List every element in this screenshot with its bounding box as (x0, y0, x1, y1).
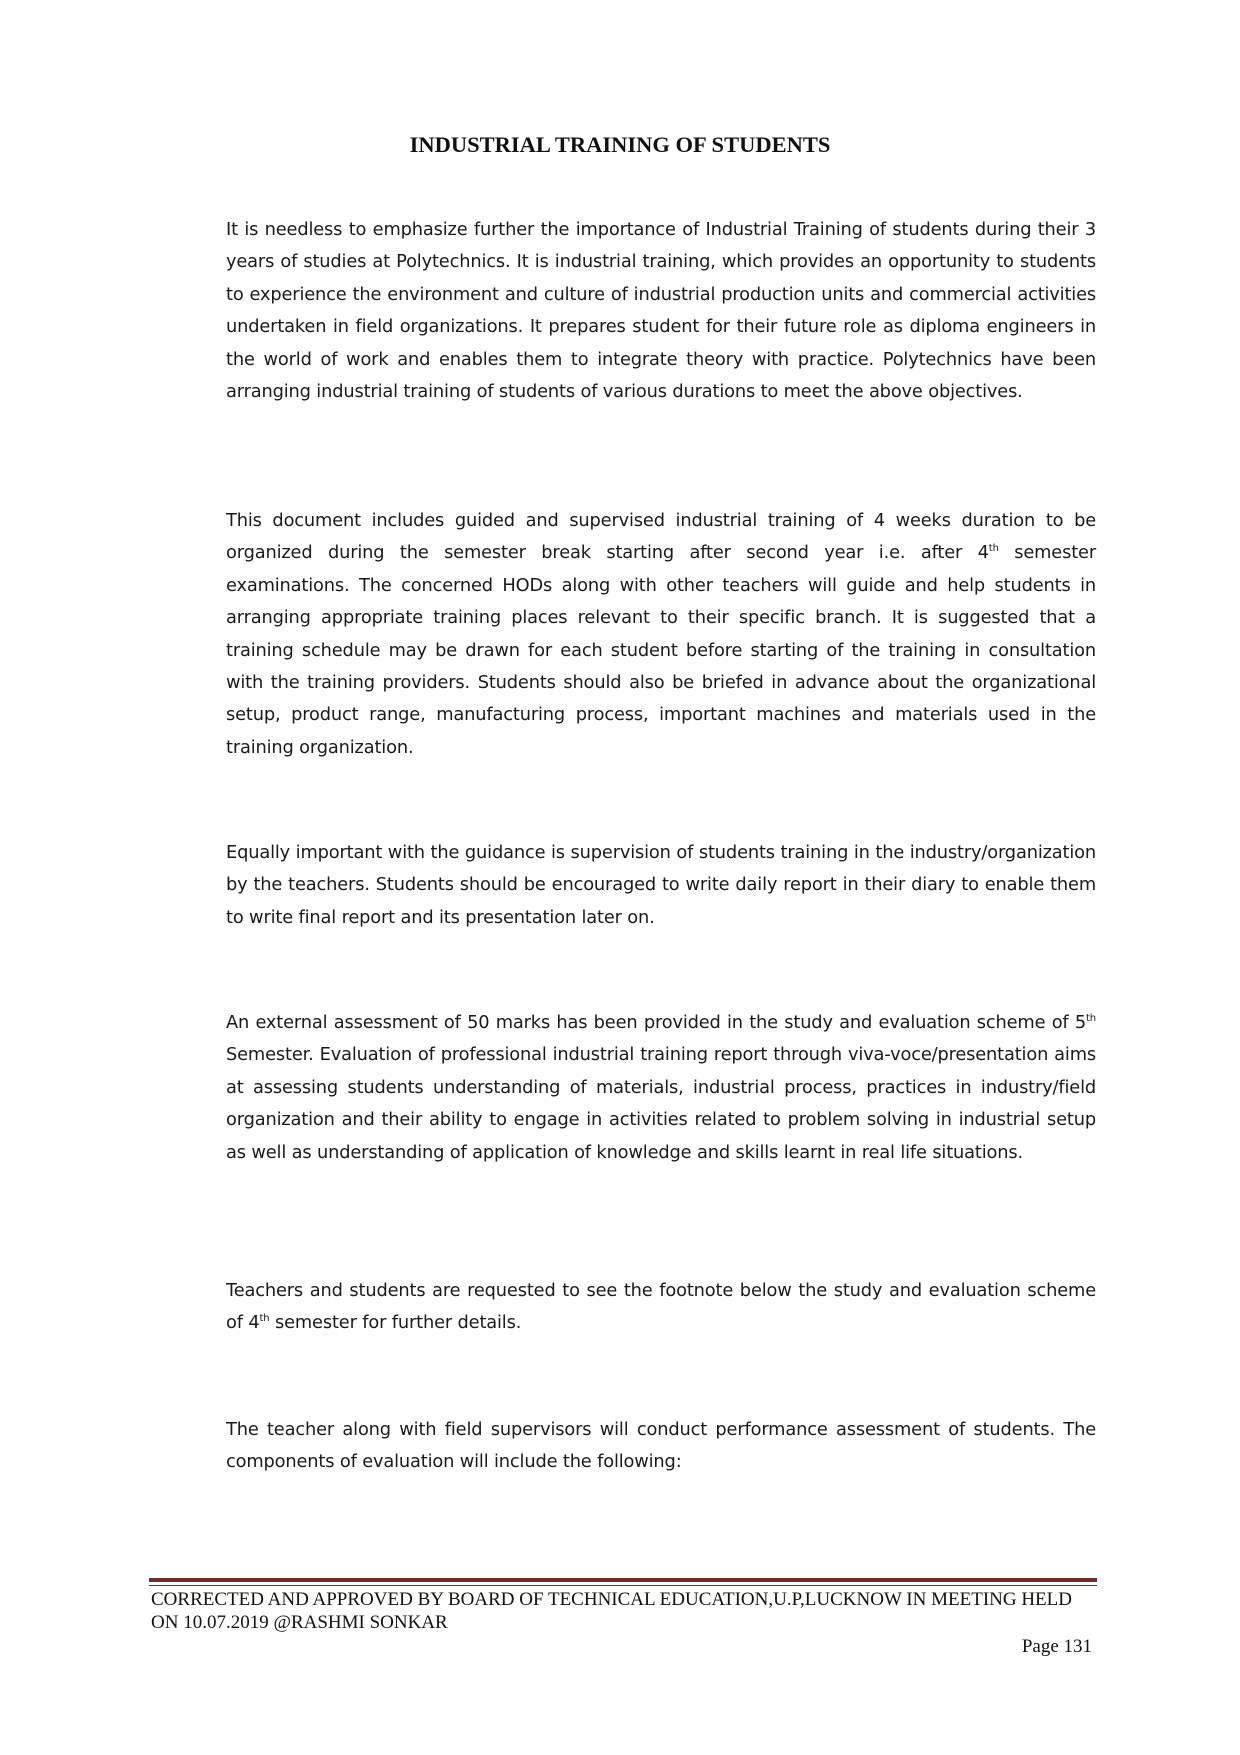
paragraph-supervision: Equally important with the guidance is supervision of students training in the industry/organization by the teachers. Students should be encouraged to write daily report in their diary to enable them to write final report and its presentation later on. (226, 842, 1096, 928)
ordinal-superscript: th (1086, 1013, 1096, 1025)
footer-approval-note: CORRECTED AND APPROVED BY BOARD OF TECHNICAL EDUCATION,U.P,LUCKNOW IN MEETING HELD ON 10.07.2019 @RASHMI SONKAR (151, 1589, 1072, 1633)
paragraph-text: This document includes guided and supervised industrial training of 4 weeks duration to be organized during the semester break starting after second year i.e. after 4 (226, 510, 1096, 564)
paragraph-text: semester examinations. The concerned HODs along with other teachers will guide and help students in arranging appropriate training places relevant to their specific branch. It is suggested that a training schedule may be drawn for each student before starting of the training in consultation with the training providers. Students should also be briefed in advance about the organizational setup, product range, manufacturing process, important machines and materials used in the training organization. (226, 542, 1096, 758)
footer-divider-thin (149, 1585, 1097, 1586)
paragraph-evaluation-components: The teacher along with field supervisors will conduct performance assessment of students. The components of evaluation will include the following: (226, 1419, 1096, 1473)
ordinal-superscript: th (259, 1313, 270, 1325)
paragraph-assessment (226, 1007, 1096, 1169)
page-title: INDUSTRIAL TRAINING OF STUDENTS (409, 132, 831, 157)
paragraph-importance: It is needless to emphasize further the importance of Industrial Training of students during their 3 years of studies at Polytechnics. It is industrial training, which provides an opportunity to students to experience the environment and culture of industrial production units and commercial activities undertaken in field organizations. It prepares student for their future role as diploma engineers in the world of work and enables them to integrate theory with practice. Polytechnics have been arranging industrial training of students of various durations to meet the above objectives. (226, 219, 1096, 403)
paragraph-text: An external assessment of 50 marks has been provided in the study and evaluation scheme of 5 (226, 1012, 1087, 1033)
paragraph-text: semester for further details. (269, 1312, 522, 1334)
footer-divider-thick (149, 1578, 1097, 1582)
paragraph-training-duration (226, 505, 1096, 764)
paragraph-footnote-reference (226, 1275, 1096, 1340)
ordinal-superscript: th (988, 543, 999, 555)
page-number: Page 131 (1021, 1636, 1092, 1657)
paragraph-text: Teachers and students are requested to see the footnote below the study and evaluation scheme of 4 (226, 1280, 1096, 1334)
paragraph-text: Semester. Evaluation of professional industrial training report through viva-voce/presentation aims at assessing students understanding of materials, industrial process, practices in industry/field organization and their ability to engage in activities related to problem solving in industrial setup as well as understanding of application of knowledge and skills learnt in real life situations. (226, 1044, 1096, 1163)
